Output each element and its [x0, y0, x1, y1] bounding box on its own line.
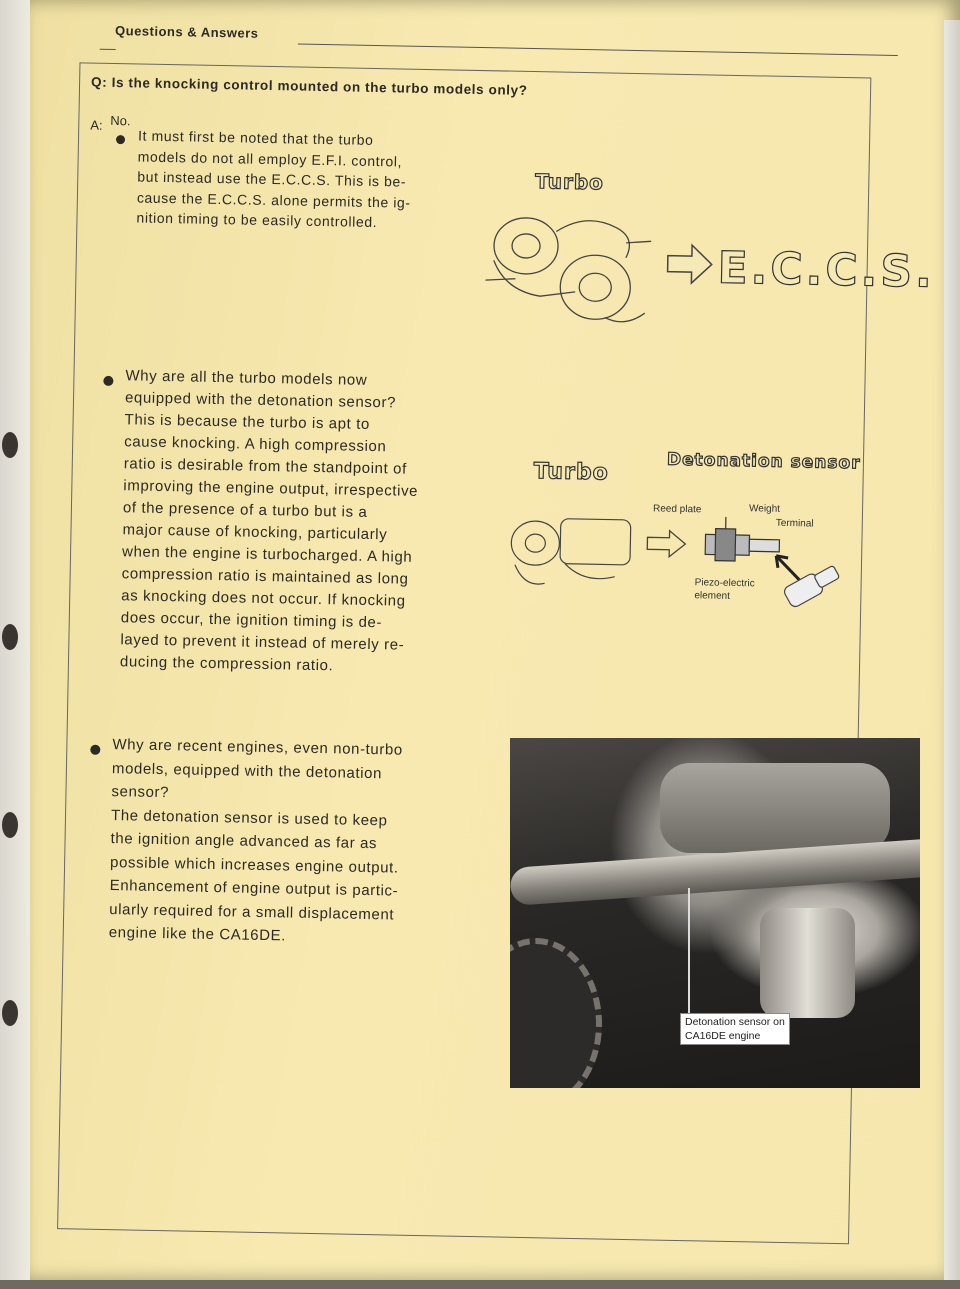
answer-value: No. — [110, 113, 131, 128]
figure2-title-left: Turbo — [533, 459, 608, 485]
figure1-title: Turbo — [535, 169, 604, 194]
intake-manifold — [660, 763, 890, 853]
figure2-title-right: Detonation sensor — [667, 450, 861, 474]
header-rule — [298, 44, 898, 57]
oil-filter — [760, 908, 855, 1018]
label-terminal: Terminal — [776, 518, 814, 530]
section-header: Questions & Answers — [115, 23, 259, 41]
timing-pulley — [510, 938, 602, 1088]
bullet-2 — [103, 376, 113, 386]
answer — [90, 118, 126, 134]
caption-leader-line — [688, 888, 690, 1018]
sensor-part-icon — [779, 561, 850, 612]
turbo-drawing-icon — [484, 200, 656, 333]
figure-turbo-eccs — [484, 160, 877, 337]
header-tick — [100, 49, 116, 50]
engine-photo — [510, 738, 920, 1088]
paragraph-3: Why are recent engines, even non-turbo models, equipped with the detonation sensor? The detonation sensor is used to keep the ignition angle advanced as far as possible which increases engine output. Enhancement of engine output is partic- ularly required for a small displacement engine like the CA16DE. — [109, 733, 403, 950]
question-text: Is the knocking control mounted on the turbo models only? — [112, 75, 528, 98]
paragraph-1: It must first be noted that the turbo models do not all employ E.F.I. control, but instead use the E.C.C.S. This is be- cause the E.C.C.S. alone permits the ig- nition timing to be easily controlled. — [136, 125, 412, 233]
figure-detonation-sensor — [499, 441, 882, 618]
label-reed-plate: Reed plate — [653, 503, 702, 515]
arrow-right-icon — [665, 239, 716, 290]
label-weight: Weight — [749, 503, 780, 515]
bullet-3 — [90, 745, 100, 755]
paragraph-2: Why are all the turbo models now equipped with the detonation sensor? This is because the turbo is apt to cause knocking. A high compression ratio is desirable from the standpoint of improving the engine output, irrespective of the presence of a turbo but is a major cause of knocking, particularly when the engine is turbocharged. A high compression ratio is maintained as long as knocking does not occur. If knocking does occur, the ignition timing is de- layed to prevent it instead of merely re- ducing the compression ratio. — [120, 365, 421, 679]
question-label: Q: — [91, 75, 107, 90]
turbo-engine-drawing-icon — [504, 503, 646, 596]
label-piezo: Piezo-electric element — [694, 576, 755, 603]
figure1-result: E.C.C.S. — [717, 243, 935, 298]
arrow-right-icon — [645, 528, 690, 559]
answer-label: A: — [90, 118, 103, 133]
bullet-1 — [116, 135, 125, 144]
photo-caption: Detonation sensor on CA16DE engine — [680, 1013, 790, 1045]
